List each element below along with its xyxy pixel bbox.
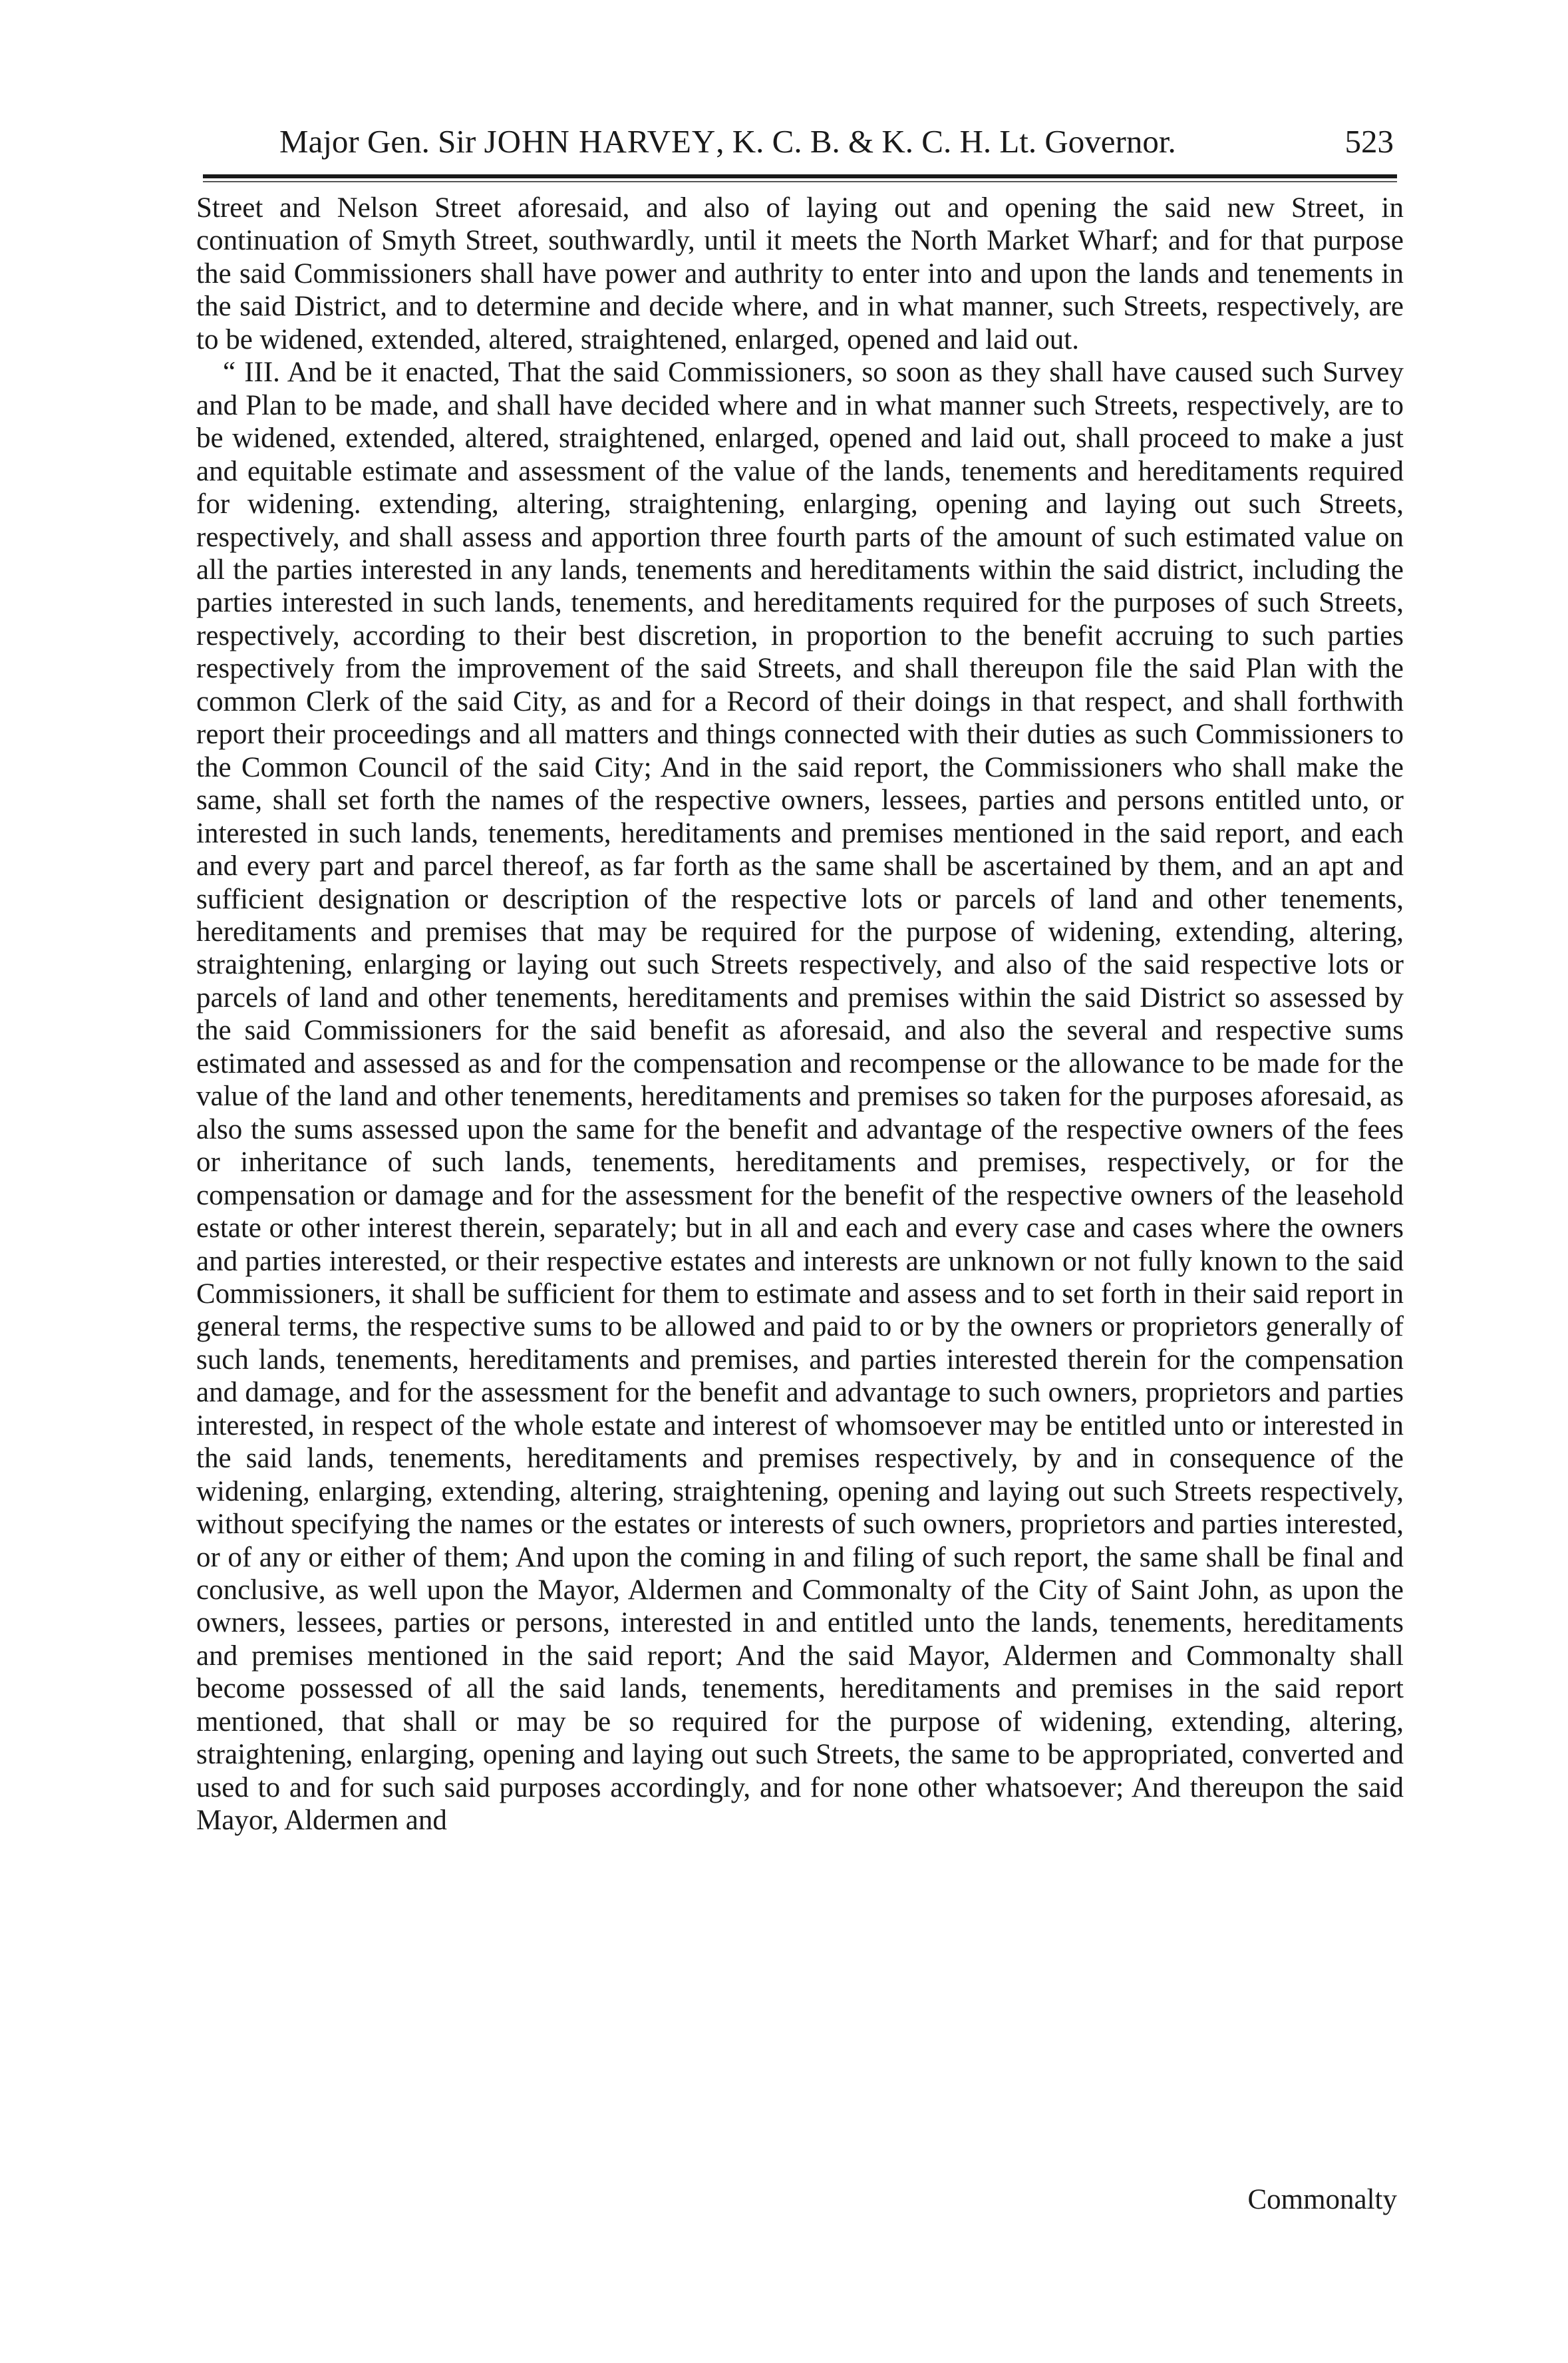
body-text bbox=[196, 192, 1404, 2208]
running-head bbox=[279, 118, 1394, 165]
header-rule-thin bbox=[203, 181, 1397, 182]
running-title bbox=[279, 118, 1176, 165]
header-rule bbox=[203, 174, 1397, 178]
catchword: Commonalty bbox=[1247, 2184, 1397, 2215]
running-title-suffix: , K. C. B. & K. C. H. Lt. Governor. bbox=[716, 123, 1176, 160]
running-title-prefix: Major Gen. Sir bbox=[279, 123, 484, 160]
paragraph-section-iii: “ III. And be it enacted, That the said Commissioners, so soon as they shall have caused such Survey and Plan to be made, and shall have decided where and in what manner such Streets, respectively, are to be widened, extended, altered, straightened, enlarged, opened and laid out, shall proceed to make a just and equitable estimate and assessment of the value of the lands, tenements and hereditaments required for widening. extending, altering, straightening, enlarging, opening and laying out such Streets, respectively, and shall assess and apportion three fourth parts of the amount of such estimated value on all the parties interested in any lands, tenements and hereditaments within the said district, including the parties interested in such lands, tenements, and hereditaments required for the purposes of such Streets, respectively, according to their best discretion, in proportion to the benefit accruing to such parties respectively from the improvement of the said Streets, and shall thereupon file the said Plan with the common Clerk of the said City, as and for a Record of their doings in that respect, and shall forthwith report their proceedings and all matters and things connected with their duties as such Commissioners to the Common Council of the said City; And in the said report, the Commissioners who shall make the same, shall set forth the names of the respective owners, lessees, parties and persons entitled unto, or interested in such lands, tenements, hereditaments and premises mentioned in the said report, and each and every part and parcel thereof, as far forth as the same shall be ascertained by them, and an apt and sufficient designation or description of the respective lots or parcels of land and other tenements, hereditaments and premises that may be required for the purpose of widening, extending, altering, straightening, enlarging or laying out such Streets respectively, and also of the said respective lots or parcels of land and other tenements, hereditaments and premises within the said District so assessed by the said Commissioners for the said benefit as aforesaid, and also the several and respective sums estimated and assessed as and for the compensation and recompense or the allowance to be made for the value of the land and other tenements, hereditaments and premises so taken for the purposes aforesaid, as also the sums assessed upon the same for the benefit and advantage of the respective owners of the fees or inheritance of such lands, tenements, hereditaments and premises, respectively, or for the compensation or damage and for the assessment for the benefit of the respective owners of the leasehold estate or other interest therein, separately; but in all and each and every case and cases where the owners and parties interested, or their respective estates and interests are unknown or not fully known to the said Commissioners, it shall be sufficient for them to estimate and assess and to set forth in their said report in general terms, the respective sums to be allowed and paid to or by the owners or proprietors generally of such lands, tenements, hereditaments and premises, and parties interested therein for the compensation and damage, and for the assessment for the benefit and advantage to such owners, proprietors and parties interested, in respect of the whole estate and interest of whomsoever may be entitled unto or interested in the said lands, tenements, hereditaments and premises respectively, by and in consequence of the widening, enlarging, extending, altering, straightening, opening and laying out such Streets respectively, without specifying the names or the estates or interests of such owners, proprietors and parties interested, or of any or either of them; And upon the coming in and filing of such report, the same shall be final and conclusive, as well upon the Mayor, Aldermen and Commonalty of the City of Saint John, as upon the owners, lessees, parties or persons, interested in and entitled unto the lands, tenements, hereditaments and premises mentioned in the said report; And the said Mayor, Aldermen and Commonalty shall become possessed of all the said lands, tenements, hereditaments and premises in the said report mentioned, that shall or may be so required for the purpose of widening, extending, altering, straightening, enlarging, opening and laying out such Streets, the same to be appropriated, converted and used to and for such said purposes accordingly, and for none other whatsoever; And thereupon the said Mayor, Aldermen and bbox=[196, 357, 1404, 1837]
paragraph-continuation: Street and Nelson Street aforesaid, and also of laying out and opening the said new Street, in continuation of Smyth Street, southwardly, until it meets the North Market Wharf; and for that purpose the said Commissioners shall have power and authrity to enter into and upon the lands and tenements in the said District, and to determine and decide where, and in what manner, such Streets, respectively, are to be widened, extended, altered, straightened, enlarged, opened and laid out. bbox=[196, 192, 1404, 355]
running-title-name: JOHN HARVEY bbox=[484, 123, 716, 160]
page-number: 523 bbox=[1344, 123, 1394, 160]
